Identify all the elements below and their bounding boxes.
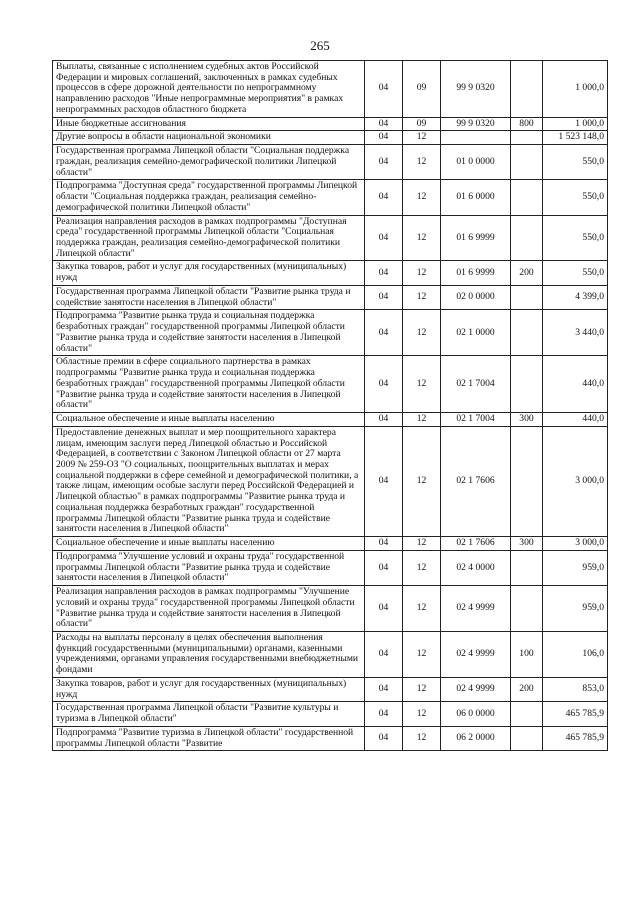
amount-cell: 550,0 [543,180,608,215]
expense-name-cell: Социальное обеспечение и иные выплаты населению [53,413,365,427]
section-code-cell: 04 [365,285,403,309]
target-article-cell: 02 1 7004 [441,356,511,413]
section-code-cell: 04 [365,310,403,356]
budget-table [52,60,608,751]
target-article-cell: 99 9 0320 [441,61,511,118]
target-article-cell: 02 4 9999 [441,677,511,701]
table-row [53,61,608,118]
subsection-code-cell: 12 [403,131,441,145]
expense-name-cell: Государственная программа Липецкой области "Социальная поддержка граждан, реализация семейно-демографической политики Липецкой области" [53,145,365,180]
budget-table-body [53,61,608,751]
amount-cell: 106,0 [543,631,608,677]
expense-type-cell [511,180,543,215]
table-row [53,180,608,215]
expense-name-cell: Другие вопросы в области национальной экономики [53,131,365,145]
subsection-code-cell: 12 [403,426,441,536]
target-article-cell: 06 2 0000 [441,726,511,750]
expense-type-cell [511,356,543,413]
table-row [53,261,608,285]
expense-type-cell: 300 [511,413,543,427]
subsection-code-cell: 12 [403,586,441,632]
subsection-code-cell: 12 [403,537,441,551]
section-code-cell: 04 [365,117,403,131]
expense-name-cell: Подпрограмма "Доступная среда" государственной программы Липецкой области "Социальная поддержка граждан, реализация семейно-демографической политики Липецкой области" [53,180,365,215]
target-article-cell: 01 0 0000 [441,145,511,180]
table-row [53,426,608,536]
section-code-cell: 04 [365,702,403,726]
amount-cell: 440,0 [543,356,608,413]
table-row [53,726,608,750]
amount-cell: 853,0 [543,677,608,701]
target-article-cell: 02 0 0000 [441,285,511,309]
section-code-cell: 04 [365,145,403,180]
expense-type-cell [511,586,543,632]
target-article-cell: 02 1 7004 [441,413,511,427]
amount-cell: 550,0 [543,261,608,285]
expense-type-cell: 200 [511,261,543,285]
amount-cell: 1 523 148,0 [543,131,608,145]
section-code-cell: 04 [365,726,403,750]
amount-cell: 465 785,9 [543,726,608,750]
section-code-cell: 04 [365,550,403,585]
expense-name-cell: Государственная программа Липецкой области "Развитие культуры и туризма в Липецкой области" [53,702,365,726]
subsection-code-cell: 12 [403,215,441,261]
table-row [53,631,608,677]
expense-name-cell: Закупка товаров, работ и услуг для государственных (муниципальных) нужд [53,677,365,701]
target-article-cell: 02 4 9999 [441,586,511,632]
expense-name-cell: Реализация направления расходов в рамках подпрограммы "Доступная среда" государственной программы Липецкой области "Социальная поддержка граждан, реализация семейно-демографической политики Липецкой области" [53,215,365,261]
section-code-cell: 04 [365,413,403,427]
amount-cell: 1 000,0 [543,117,608,131]
expense-name-cell: Социальное обеспечение и иные выплаты населению [53,537,365,551]
target-article-cell: 02 1 0000 [441,310,511,356]
target-article-cell: 06 0 0000 [441,702,511,726]
section-code-cell: 04 [365,537,403,551]
amount-cell: 959,0 [543,550,608,585]
section-code-cell: 04 [365,215,403,261]
section-code-cell: 04 [365,180,403,215]
subsection-code-cell: 12 [403,702,441,726]
section-code-cell: 04 [365,356,403,413]
amount-cell: 440,0 [543,413,608,427]
expense-type-cell [511,702,543,726]
target-article-cell: 99 9 0320 [441,117,511,131]
section-code-cell: 04 [365,677,403,701]
page-number: 265 [310,38,330,53]
amount-cell: 550,0 [543,215,608,261]
section-code-cell: 04 [365,261,403,285]
expense-type-cell [511,726,543,750]
target-article-cell: 02 4 0000 [441,550,511,585]
expense-type-cell [511,145,543,180]
amount-cell: 550,0 [543,145,608,180]
subsection-code-cell: 09 [403,117,441,131]
table-row [53,310,608,356]
expense-type-cell: 100 [511,631,543,677]
subsection-code-cell: 12 [403,677,441,701]
amount-cell: 465 785,9 [543,702,608,726]
amount-cell: 959,0 [543,586,608,632]
target-article-cell: 02 1 7606 [441,537,511,551]
target-article-cell: 02 4 9999 [441,631,511,677]
table-row [53,413,608,427]
expense-name-cell: Выплаты, связанные с исполнением судебных актов Российской Федерации и мировых соглашений, заключенных в рамках судебных процессов в сфере дорожной деятельности по непрограммному направлению расходов "Иные непрограммные мероприятия" в рамках непрограммных расходов областного бюджета [53,61,365,118]
table-row [53,550,608,585]
section-code-cell: 04 [365,426,403,536]
expense-name-cell: Иные бюджетные ассигнования [53,117,365,131]
subsection-code-cell: 09 [403,61,441,118]
table-row [53,131,608,145]
expense-name-cell: Реализация направления расходов в рамках подпрограммы "Улучшение условий и охраны труда" государственной программы Липецкой области "Развитие рынка труда и содействие занятости населения в Липецкой области" [53,586,365,632]
expense-type-cell: 300 [511,537,543,551]
expense-name-cell: Областные премии в сфере социального партнерства в рамках подпрограммы "Развитие рынка труда и социальная поддержка безработных граждан" государственной программы Липецкой области "Развитие рынка труда и содействие занятости населения в Липецкой области" [53,356,365,413]
subsection-code-cell: 12 [403,145,441,180]
target-article-cell: 01 6 9999 [441,261,511,285]
table-row [53,145,608,180]
table-row [53,537,608,551]
expense-type-cell [511,426,543,536]
subsection-code-cell: 12 [403,285,441,309]
expense-type-cell [511,61,543,118]
expense-type-cell [511,310,543,356]
subsection-code-cell: 12 [403,631,441,677]
subsection-code-cell: 12 [403,550,441,585]
section-code-cell: 04 [365,586,403,632]
expense-name-cell: Предоставление денежных выплат и мер поощрительного характера лицам, имеющим заслуги перед Липецкой областью и Российской Федерацией, в соответствии с Законом Липецкой области от 27 марта 2009 № 259-ОЗ "О социальных, поощрительных выплатах и мерах социальной поддержки в сфере семейной и демографической политики, а также лицам, имеющим особые заслуги перед Российской Федерацией и Липецкой областью" в рамках подпрограммы "Развитие рынка труда и социальная поддержка безработных граждан" государственной программы Липецкой области "Развитие рынка труда и содействие занятости населения в Липецкой области" [53,426,365,536]
table-row [53,586,608,632]
table-row [53,677,608,701]
amount-cell: 3 000,0 [543,537,608,551]
amount-cell: 1 000,0 [543,61,608,118]
expense-type-cell: 200 [511,677,543,701]
expense-type-cell [511,285,543,309]
target-article-cell [441,131,511,145]
table-row [53,117,608,131]
expense-name-cell: Подпрограмма "Развитие туризма в Липецкой области" государственной программы Липецкой области "Развитие [53,726,365,750]
amount-cell: 4 399,0 [543,285,608,309]
table-row [53,702,608,726]
subsection-code-cell: 12 [403,310,441,356]
subsection-code-cell: 12 [403,180,441,215]
subsection-code-cell: 12 [403,726,441,750]
expense-name-cell: Подпрограмма "Улучшение условий и охраны труда" государственной программы Липецкой области "Развитие рынка труда и содействие занятости населения в Липецкой области" [53,550,365,585]
expense-type-cell [511,131,543,145]
target-article-cell: 02 1 7606 [441,426,511,536]
expense-type-cell: 800 [511,117,543,131]
amount-cell: 3 000,0 [543,426,608,536]
target-article-cell: 01 6 9999 [441,215,511,261]
expense-name-cell: Подпрограмма "Развитие рынка труда и социальная поддержка безработных граждан" государственной программы Липецкой области "Развитие рынка труда и содействие занятости населения в Липецкой области" [53,310,365,356]
section-code-cell: 04 [365,631,403,677]
expense-name-cell: Государственная программа Липецкой области "Развитие рынка труда и содействие занятости населения в Липецкой области" [53,285,365,309]
expense-name-cell: Закупка товаров, работ и услуг для государственных (муниципальных) нужд [53,261,365,285]
amount-cell: 3 440,0 [543,310,608,356]
subsection-code-cell: 12 [403,413,441,427]
expense-name-cell: Расходы на выплаты персоналу в целях обеспечения выполнения функций государственными (муниципальными) органами, казенными учреждениями, органами управления государственными внебюджетными фондами [53,631,365,677]
section-code-cell: 04 [365,61,403,118]
target-article-cell: 01 6 0000 [441,180,511,215]
table-row [53,356,608,413]
subsection-code-cell: 12 [403,356,441,413]
section-code-cell: 04 [365,131,403,145]
subsection-code-cell: 12 [403,261,441,285]
expense-type-cell [511,550,543,585]
table-row [53,215,608,261]
table-row [53,285,608,309]
expense-type-cell [511,215,543,261]
